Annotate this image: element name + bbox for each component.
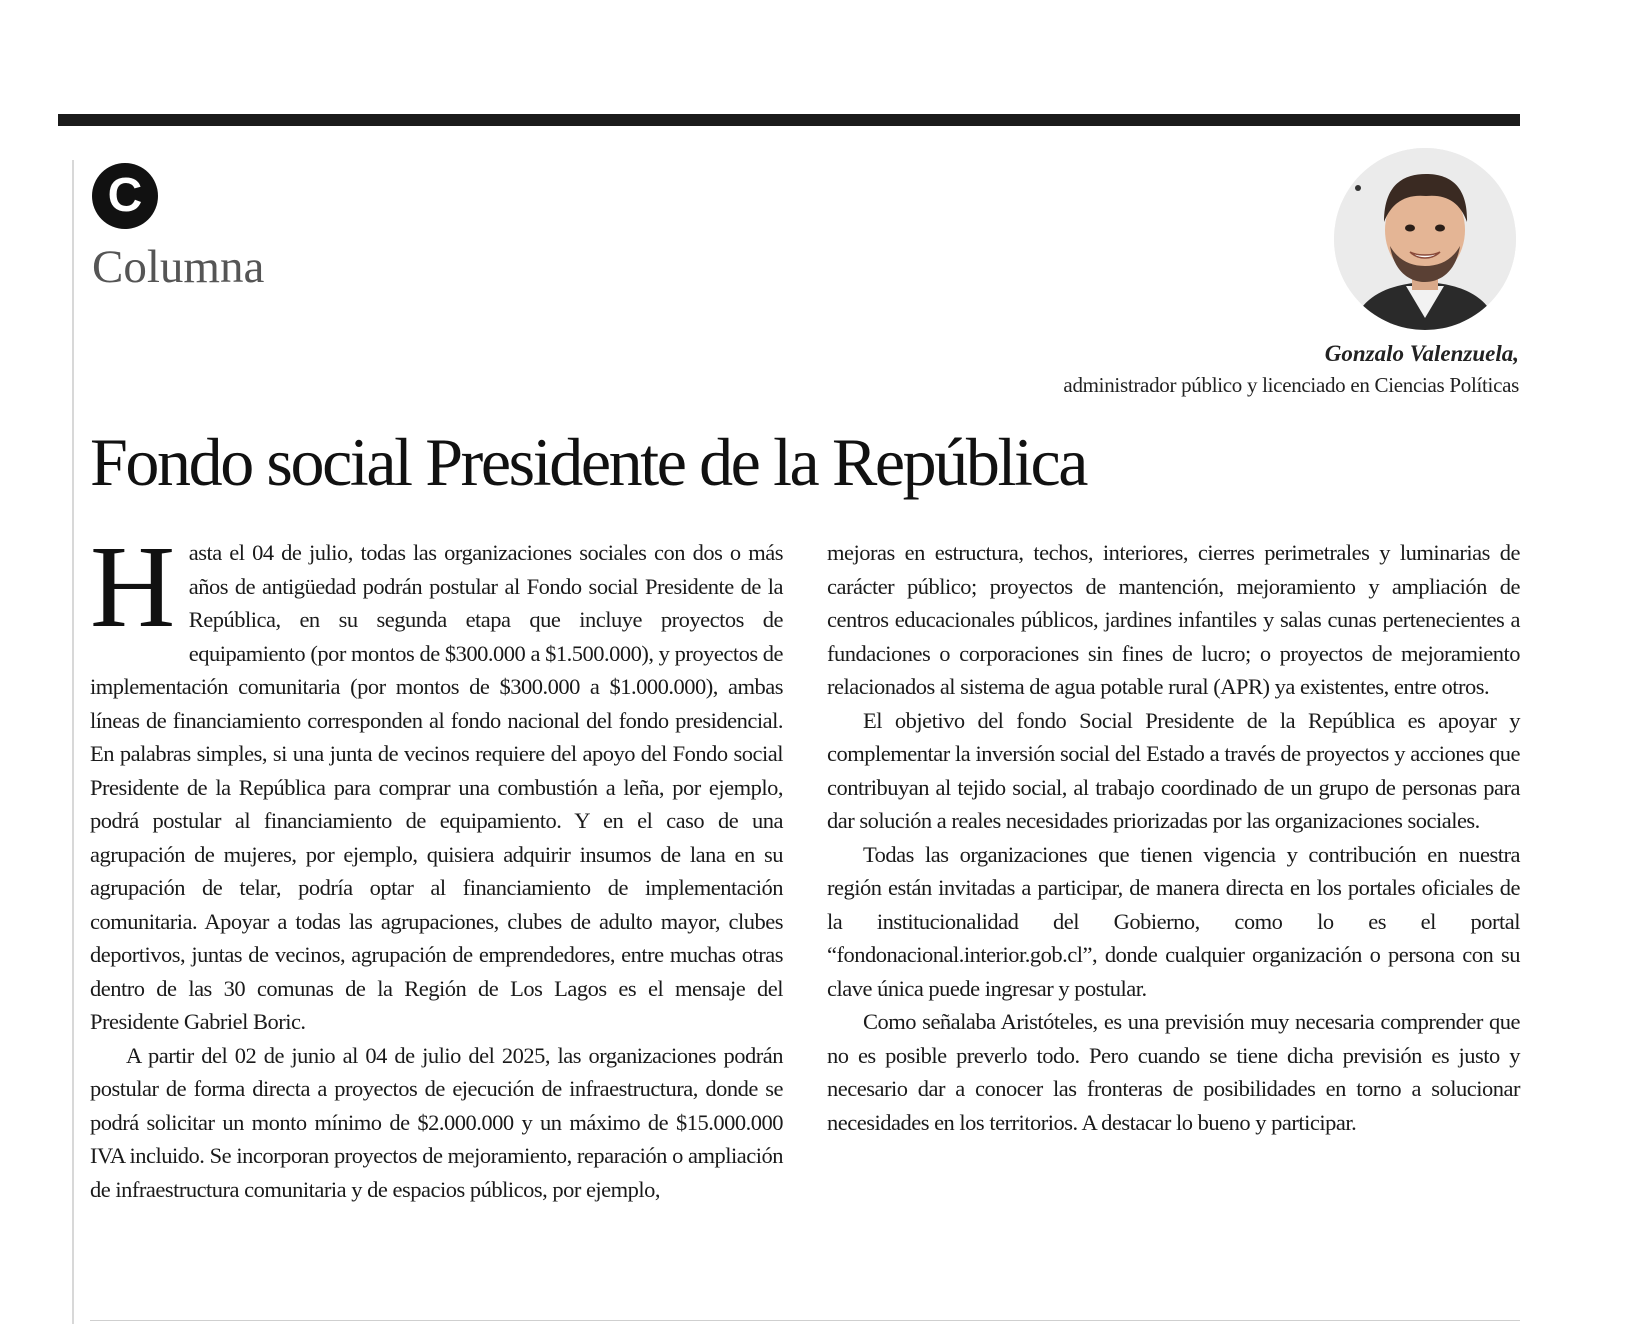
article-paragraph [90, 521, 783, 1039]
author-role: administrador público y licenciado en Ciencias Políticas [1063, 373, 1519, 397]
left-rule [72, 160, 74, 1324]
article-paragraph: Todas las organizaciones que tienen vigencia y contribución en nuestra región están invitadas a participar, de manera directa en los portales oficiales de la institucionalidad del Gobierno, como lo es el portal “fondonacional.interior.gob.cl”, donde cualquier organización o persona con su clave única puede ingresar y postular. [827, 841, 1520, 1001]
article-paragraph: El objetivo del fondo Social Presidente de la República es apoyar y complementar la inversión social del Estado a través de proyectos y acciones que contribuyan al tejido social, al trabajo coordinado de un grupo de personas para dar solución a reales necesidades priorizadas por las organizaciones sociales. [827, 707, 1520, 833]
top-rule [58, 114, 1520, 126]
paragraph-text: asta el 04 de julio, todas las organizaciones sociales con dos o más años de antigüedad podrán postular al Fondo social Presidente de la República, en su segunda etapa que incluye proyectos de equipamiento (por montos de $300.000 a $1.500.000), y proyectos de implementación comunitaria (por montos de $300.000 a $1.000.000), ambas líneas de financiamiento corresponden al fondo nacional del fondo presidencial. En palabras simples, si una junta de vecinos requiere del apoyo del Fondo social Presidente de la República para comprar una combustión a leña, por ejemplo, podrá postular al financiamiento de equipamiento. Y en el caso de una agrupación de mujeres, por ejemplo, quisiera adquirir insumos de lana en su agrupación de telar, podría optar al financiamiento de implementación comunitaria. Apoyar a todas las agrupaciones, clubes de adulto mayor, clubes deportivos, juntas de vecinos, agrupación de emprendedores, entre muchas otras dentro de las 30 comunas de la Región de Los Lagos es el mensaje del Presidente Gabriel Boric. [90, 540, 783, 1034]
author-photo [1334, 148, 1516, 330]
article-paragraph: A partir del 02 de junio al 04 de julio del 2025, las organizaciones podrán postular de forma directa a proyectos de ejecución de infraestructura, donde se podrá solicitar un monto mínimo de $2.000.000 y un máximo de $15.000.000 IVA incluido. Se incorporan proyectos de mejoramiento, reparación o ampliación de infraestructura comunitaria y de espacios públicos, por ejemplo, [90, 1042, 783, 1202]
article-column-right [827, 536, 1520, 1306]
article-headline: Fondo social Presidente de la República [90, 424, 1087, 500]
article-body [90, 521, 1520, 1306]
article-column-left [90, 521, 783, 1306]
section-badge: C [92, 163, 158, 229]
drop-cap: H [90, 521, 175, 652]
section-label: Columna [92, 241, 265, 293]
author-name: Gonzalo Valenzuela, [1324, 341, 1519, 366]
author-portrait-icon [1334, 148, 1516, 330]
article-paragraph: Como señalaba Aristóteles, es una previsión muy necesaria comprender que no es posible preverlo todo. Pero cuando se tiene dicha previsión es justo y necesario dar a conocer las fronteras de posibilidades en torno a solucionar necesidades en los territorios. A destacar lo bueno y participar. [827, 1009, 1520, 1135]
bottom-rule [90, 1320, 1520, 1321]
article-paragraph: mejoras en estructura, techos, interiores, cierres perimetrales y luminarias de carácter público; proyectos de mantención, mejoramiento y ampliación de centros educacionales públicos, jardines infantiles y salas cunas pertenecientes a fundaciones o corporaciones sin fines de lucro; o proyectos de mejoramiento relacionados al sistema de agua potable rural (APR) ya existentes, entre otros. [827, 540, 1520, 699]
